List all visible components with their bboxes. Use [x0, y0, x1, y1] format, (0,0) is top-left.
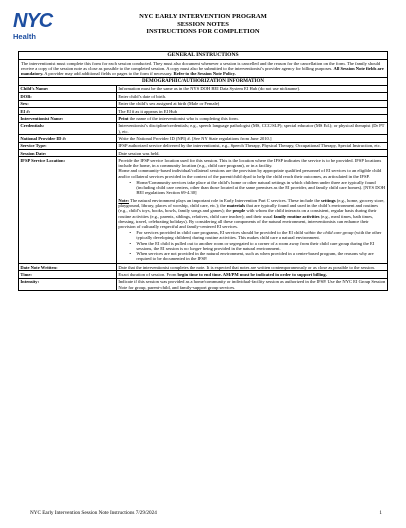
- row-npi: [19, 135, 388, 142]
- label-dob: DOB:: [19, 93, 117, 100]
- note-settings: settings: [321, 197, 336, 203]
- desc-service-type: IFSP authorized service delivered by the interventionist, e.g., Speech Therapy, Physical Therapy, Occupational Therapy, Special Instruction, etc.: [117, 142, 388, 149]
- general-instructions-title: GENERAL INSTRUCTIONS: [19, 52, 388, 60]
- label-date-note-written: Date Note Written:: [19, 263, 117, 270]
- row-session-date: [19, 150, 388, 157]
- label-childs-name: Child’s Name:: [19, 85, 117, 92]
- desc-service-location: [117, 157, 388, 263]
- row-sex: [19, 100, 388, 107]
- footer-doc-title: NYC Early Intervention Session Note Instructions 7/29/2024: [30, 510, 157, 516]
- label-session-date: Session Date:: [19, 150, 117, 157]
- desc-npi: Write the National Provider ID (NPI) #. [See NY State regulations from June 2010.]: [117, 135, 388, 142]
- bullet2-text-a: For services provided in child care programs, EI services should be provided to the EI child: [136, 230, 305, 236]
- gi-mandatory: All Session Note fields are mandatory.: [21, 65, 384, 77]
- desc-interventionist-name: [117, 115, 388, 122]
- logo-nyc-text: NYC: [13, 10, 53, 32]
- row-service-location: [19, 157, 388, 263]
- location-bullet-not-natural: • When services are not provided in the natural environment, such as when provided in a center-based program, the reasons why are required to be documented in the IFSP.: [129, 251, 385, 261]
- row-date-note-written: [19, 263, 388, 270]
- time-text: Exact duration of session. From: [118, 271, 178, 277]
- logo-health-text: Health: [13, 32, 36, 41]
- demographic-section-title: DEMOGRAPHIC/AUTHORIZATION INFORMATION: [19, 78, 388, 85]
- location-bullets-a: [129, 180, 385, 196]
- desc-credentials: Interventionist’s discipline/credentials; e.g., speech language pathologist (MS, CCC/SLP); special educator (MS Ed.); or physical therapist (Dr PT ), etc.: [117, 122, 388, 135]
- desc-intensity: Indicate if this session was provided as a home/community or individual-facility session as authorized in the IFSP. Use the NYC EI Group Session Note for group, parent-child, and family-support group services.: [117, 278, 388, 291]
- note-text-c: (e.g., home, grocery store, playground, library, places of worship, child care, etc.); the: [118, 197, 385, 209]
- row-credentials: [19, 122, 388, 135]
- location-bullet-pulled-out: [129, 241, 385, 251]
- desc-session-date: Date session was held.: [117, 150, 388, 157]
- desc-childs-name: Information must be the same as in the NYS DOH BEI Data System EI Hub (do not use nickname).: [117, 85, 388, 92]
- location-para-1: Provide the IFSP service location used for this session. This is the location where the IFSP indicates the service is to be provided. IFSP locations include the home, in a community location (e.g., child care program), or in a facility.: [118, 158, 382, 169]
- note-text-e: that are typically found and used in the child’s environment and routines (e.g., child’s toys, books, bowls, family songs and games); the: [118, 203, 378, 214]
- desc-date-note-written: Date that the interventionist completes the note. It is expected that notes are written contemporaneously or as close as possible to the session.: [117, 263, 388, 270]
- label-time: Time:: [19, 271, 117, 278]
- note-text-a: The natural environment plays an important role in Early Intervention Part C services. These include the: [129, 197, 322, 203]
- row-intensity: [19, 278, 388, 291]
- desc-sex: Enter the child’s sex assigned at birth (Male or Female): [117, 100, 388, 107]
- bullet2-text-c: (with the other typically developing children) during routine activities. This makes child care a natural environment.: [136, 230, 382, 241]
- note-label: Note:: [118, 197, 129, 203]
- document-header: [0, 10, 406, 36]
- print-emphasis: Print: [118, 115, 129, 121]
- location-para-2: Home and community-based individual/collateral sessions are the provision by appropriate qualified personnel of EI services to an eligible child and/or collateral services provided in the context of the parent/child dyad to help the child reach their outcomes, as articulated in the IFSP.: [118, 168, 382, 179]
- location-bullets-b: [129, 230, 385, 261]
- desc-time: [117, 271, 388, 278]
- gi-text-c: A provider may add additional fields or pages to the form if necessary.: [43, 71, 174, 77]
- row-ei-number: [19, 107, 388, 114]
- header-line-program: NYC EARLY INTERVENTION PROGRAM: [139, 13, 267, 20]
- header-line-instructions: INSTRUCTIONS FOR COMPLETION: [146, 28, 260, 36]
- gi-text-a: The interventionist must complete this form for each session conducted. They must also document whenever a session is cancelled and the reason for the cancellation on the form. The family should receive a copy of the session note as close as possible to the completed session. A copy must also be submitted to the interventionist’s provider agency for billing purposes.: [21, 60, 381, 71]
- desc-dob: Enter child’s date of birth.: [117, 93, 388, 100]
- label-credentials: Credentials:: [19, 122, 117, 135]
- gi-policy-ref: Refer to the Session Note Policy.: [173, 71, 236, 77]
- note-text-g: with whom the child interacts on a consistent, regular basis during their routine activities (e.g., parents, siblings, relatives, child care teacher); and their usual: [118, 208, 377, 219]
- time-emphasis: begin time to end time. AM/PM must be indicated in order to support billing.: [177, 271, 327, 277]
- page-footer: [30, 510, 382, 516]
- row-service-type: [19, 142, 388, 149]
- bullet3-text-c: being provided in the natural environment.: [201, 245, 281, 251]
- label-ei-number: EI #:: [19, 107, 117, 114]
- location-note-para: [118, 198, 385, 229]
- label-intensity: Intensity:: [19, 278, 117, 291]
- bullet2-emphasis: within the child care group: [304, 230, 354, 236]
- interventionist-desc-text: the name of the interventionist who is completing this form.: [128, 115, 239, 121]
- location-bullet-home-community: • Home/Community services take place at the child’s home or other natural settings in which children under three are typically found (including child care centers, other than those located at the same premises as the EI provider, and family child care homes). [NYS DOH BEI regulations Section 69-4.30]: [129, 180, 385, 196]
- desc-ei-number: The EI # as it appears in EI Hub: [117, 107, 388, 114]
- label-interventionist-name: Interventionist Name:: [19, 115, 117, 122]
- label-service-location: IFSP Service Location:: [19, 157, 117, 263]
- bullet3-emphasis: no longer: [184, 245, 202, 251]
- row-interventionist-name: [19, 115, 388, 122]
- header-line-session-notes: SESSION NOTES: [177, 20, 229, 28]
- row-dob: [19, 93, 388, 100]
- label-npi: National Provider ID #:: [19, 135, 117, 142]
- note-family-routines: family routine activities: [273, 213, 320, 219]
- general-instructions-text: [19, 60, 388, 78]
- bullet3-text-a: When the EI child is pulled out to another room or segregated to a corner of a room away from their child care group during the EI sessions, the EI session is: [136, 240, 375, 251]
- row-time: [19, 271, 388, 278]
- label-sex: Sex:: [19, 100, 117, 107]
- instructions-table: [18, 51, 388, 291]
- note-people: people: [232, 208, 246, 214]
- note-text-i: (e.g., meal times, bath times, dressing, travel, celebrating holidays). By considering all these components of the natural environment, interventionists can enhance their provision of culturally respectful and family-centered EI services.: [118, 213, 374, 229]
- footer-page-number: 1: [379, 510, 382, 516]
- note-materials: materials: [226, 203, 246, 209]
- location-bullet-child-care: [129, 230, 385, 240]
- row-childs-name: [19, 85, 388, 92]
- label-service-type: Service Type:: [19, 142, 117, 149]
